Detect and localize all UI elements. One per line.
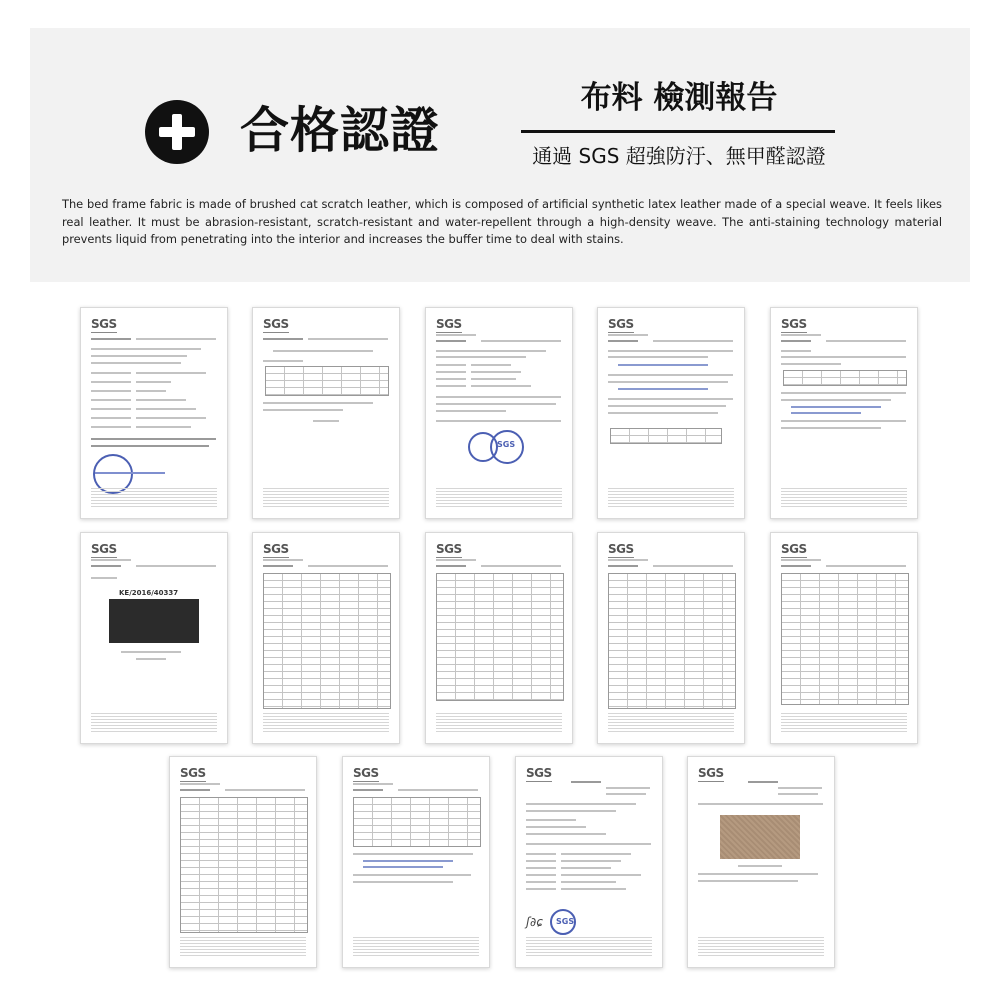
title-divider [521, 130, 835, 133]
report-page-4 [597, 307, 745, 519]
sgs-logo: SGS [436, 317, 462, 331]
report-page-1 [80, 307, 228, 519]
report-page-10 [770, 532, 918, 744]
sgs-logo: SGS [781, 317, 807, 331]
report-title: 布料 檢測報告 [580, 80, 778, 116]
fabric-sample-photo [109, 599, 199, 643]
signature-icon: ʃ∂ɕ [526, 915, 543, 929]
fabric-description: The bed frame fabric is made of brushed cat scratch leather, which is composed of artificial synthetic latex leather made of a special weave. It feels likes real leather. It must be abrasion-resistant, scratch-resistant and water-repellent through a high-density weave. The anti-staining technology material prevents liquid from penetrating into the interior and increases the buffer time to deal with stains. [62, 197, 942, 246]
plus-icon [145, 100, 209, 164]
report-page-12 [342, 756, 490, 968]
sgs-logo: SGS [436, 542, 462, 556]
report-page-7 [252, 532, 400, 744]
sgs-logo: SGS [353, 766, 379, 780]
cert-title: 合格認證 [240, 102, 441, 159]
report-page-14 [687, 756, 835, 968]
report-page-2 [252, 307, 400, 519]
fabric-sample-photo [720, 815, 800, 859]
sgs-logo: SGS [91, 542, 117, 556]
sgs-logo: SGS [698, 766, 724, 780]
sgs-logo: SGS [781, 542, 807, 556]
report-page-6 [80, 532, 228, 744]
report-page-8 [425, 532, 573, 744]
stamp-logo: SGS [556, 917, 575, 926]
sgs-logo: SGS [526, 766, 552, 780]
sgs-logo: SGS [91, 317, 117, 331]
report-page-9 [597, 532, 745, 744]
sgs-logo: SGS [608, 542, 634, 556]
sgs-logo: SGS [608, 317, 634, 331]
sample-number: KE/2016/40337 [119, 589, 179, 597]
sgs-logo: SGS [263, 317, 289, 331]
stamp-logo: SGS [497, 440, 516, 449]
report-page-11 [169, 756, 317, 968]
report-page-5 [770, 307, 918, 519]
report-page-13 [515, 756, 663, 968]
report-page-3 [425, 307, 573, 519]
report-subtitle: 通過 SGS 超強防汙、無甲醛認證 [532, 144, 826, 168]
sgs-logo: SGS [180, 766, 206, 780]
sgs-logo: SGS [263, 542, 289, 556]
